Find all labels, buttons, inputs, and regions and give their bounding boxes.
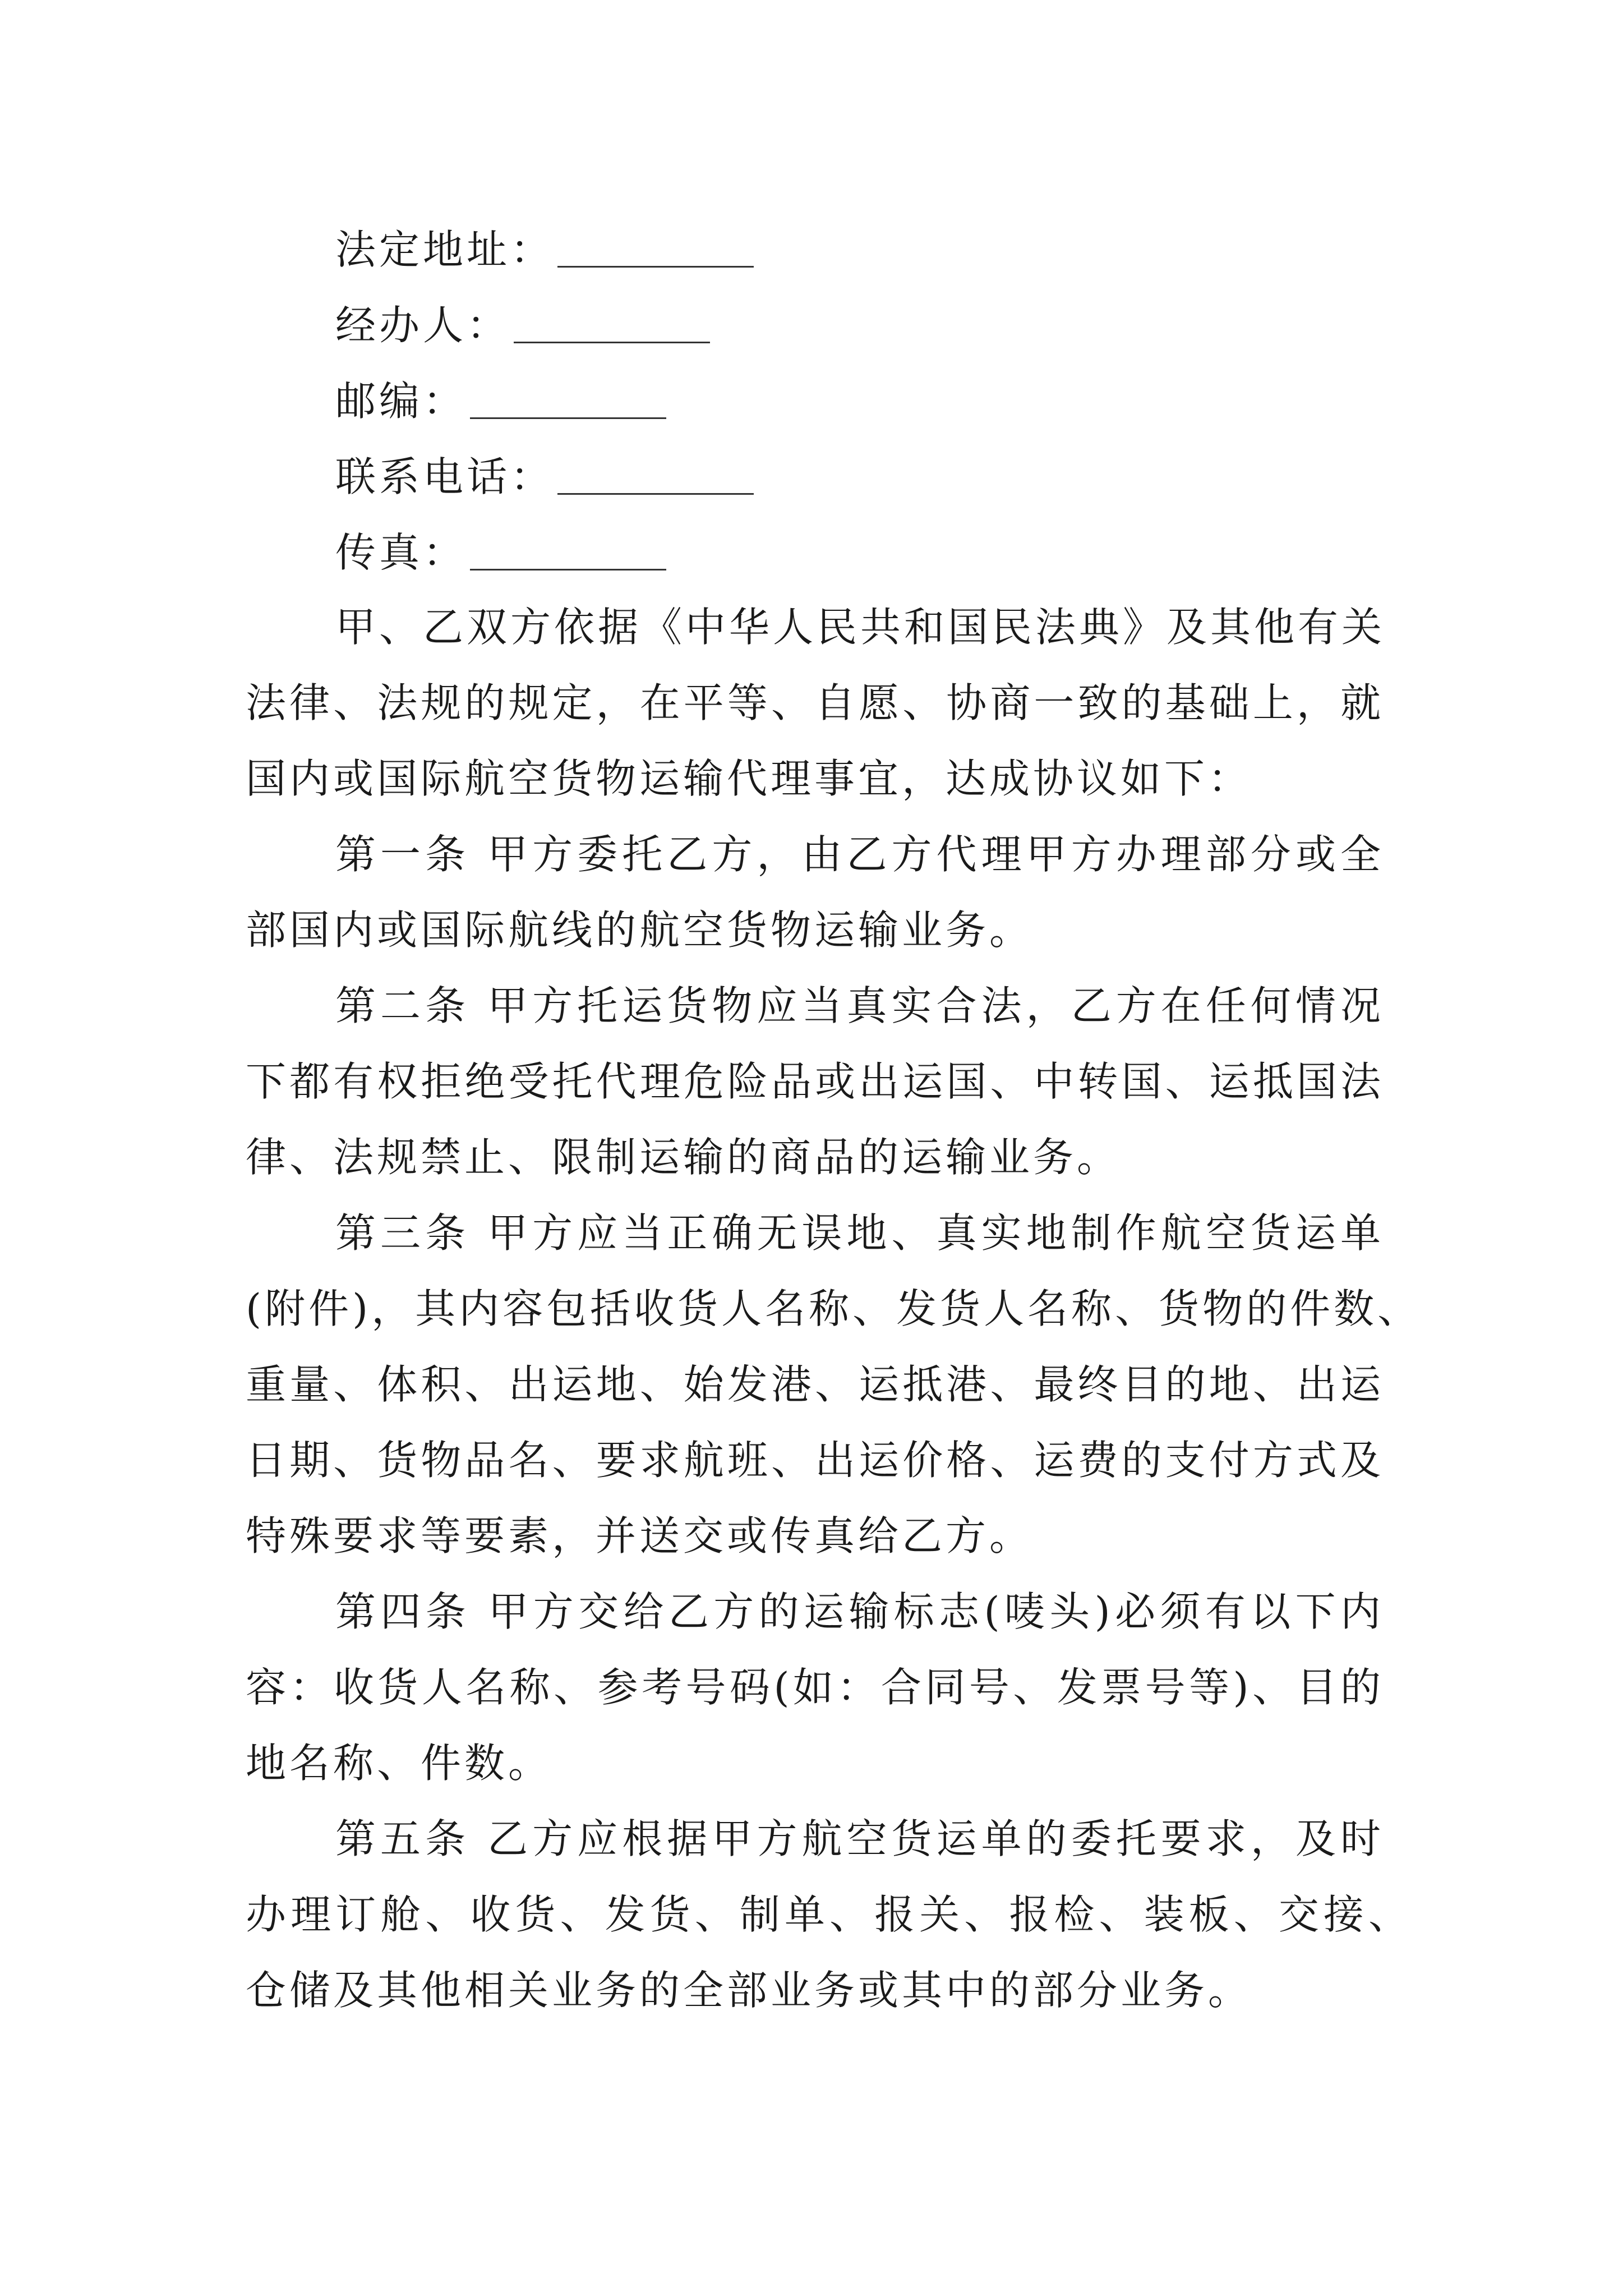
article-3-line: 日期、货物品名、要求航班、出运价格、运费的支付方式及 <box>246 1437 1384 1484</box>
article-5-line: 第五条 乙方应根据甲方航空货运单的委托要求，及时 <box>335 1815 1384 1862</box>
blank-line <box>557 226 754 268</box>
field-legal-address <box>335 222 754 278</box>
article-3-line: (附件)，其内容包括收货人名称、发货人名称、货物的件数、 <box>246 1285 1422 1332</box>
blank-line <box>514 301 710 343</box>
field-label: 联系电话： <box>335 453 555 500</box>
article-3-line: 第三条 甲方应当正确无误地、真实地制作航空货运单 <box>335 1209 1384 1257</box>
blank-line <box>470 377 666 419</box>
article-4-line: 容：收货人名称、参考号码(如：合同号、发票号等)、目的 <box>246 1664 1384 1711</box>
field-handler <box>335 297 710 353</box>
blank-line <box>470 528 666 570</box>
article-3-line: 重量、体积、出运地、始发港、运抵港、最终目的地、出运 <box>246 1361 1384 1408</box>
article-5-line: 仓储及其他相关业务的全部业务或其中的部分业务。 <box>246 1967 1252 2014</box>
article-1-line: 第一条 甲方委托乙方，由乙方代理甲方办理部分或全 <box>335 831 1384 878</box>
field-fax <box>335 524 666 581</box>
article-5-line: 办理订舱、收货、发货、制单、报关、报检、装板、交接、 <box>246 1891 1412 1938</box>
field-label: 邮编： <box>335 378 467 425</box>
article-2-line: 第二条 甲方托运货物应当真实合法，乙方在任何情况 <box>335 982 1384 1029</box>
article-2-line: 律、法规禁止、限制运输的商品的运输业务。 <box>246 1134 1121 1181</box>
field-phone <box>335 449 754 505</box>
preamble-line: 国内或国际航空货物运输代理事宜，达成协议如下： <box>246 755 1252 802</box>
article-4-line: 第四条 甲方交给乙方的运输标志(唛头)必须有以下内 <box>335 1588 1384 1635</box>
article-3-line: 特殊要求等要素，并送交或传真给乙方。 <box>246 1512 1034 1559</box>
preamble-line: 法律、法规的规定，在平等、自愿、协商一致的基础上，就 <box>246 679 1384 726</box>
article-4-line: 地名称、件数。 <box>246 1740 552 1787</box>
blank-line <box>557 453 754 495</box>
field-postcode <box>335 373 666 429</box>
field-label: 法定地址： <box>335 226 555 273</box>
field-label: 传真： <box>335 529 467 576</box>
preamble-line: 甲、乙双方依据《中华人民共和国民法典》及其他有关 <box>335 604 1386 651</box>
article-1-line: 部国内或国际航线的航空货物运输业务。 <box>246 907 1034 954</box>
field-label: 经办人： <box>335 302 511 349</box>
article-2-line: 下都有权拒绝受托代理危险品或出运国、中转国、运抵国法 <box>246 1058 1384 1105</box>
